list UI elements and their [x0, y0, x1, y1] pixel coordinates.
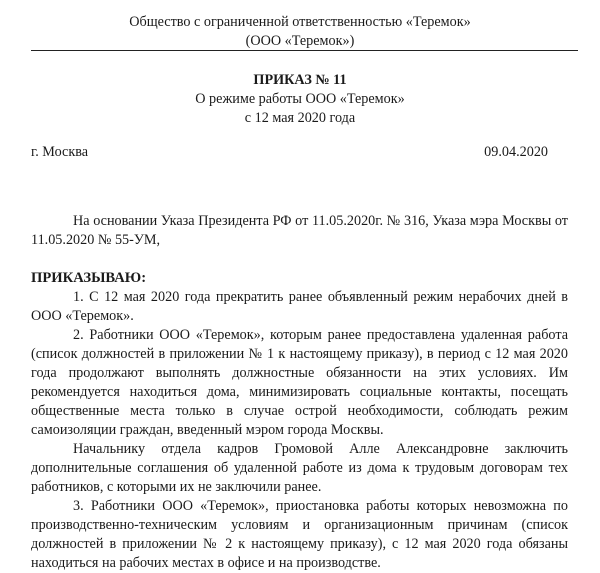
document-date: 09.04.2020	[484, 144, 548, 160]
document-place: г. Москва	[31, 144, 89, 160]
order-item-1: 1. С 12 мая 2020 года прекратить ранее объявленный режим нерабочих дней в ООО «Теремок».	[31, 289, 568, 324]
order-item-3: 3. Работники ООО «Теремок», приостановка работы которых невозможна по производственно-техническим условиям и организационным причинам (список должностей в приложении № 2 к настоящему приказу), с 12 мая 2020 года обязаны находиться на рабочих местах в офисе и на производстве.	[31, 498, 568, 571]
header-divider	[31, 50, 578, 51]
command-label: ПРИКАЗЫВАЮ:	[31, 270, 147, 286]
order-heading	[0, 71, 600, 128]
order-item-2-hr-instruction: Начальнику отдела кадров Громовой Алле Александровне заключить дополнительные соглашения об удаленной работе из дома к трудовым договорам тех работников, с которыми их не заключили ранее.	[31, 441, 568, 495]
order-body	[31, 212, 568, 573]
order-effective-date: с 12 мая 2020 года	[244, 110, 356, 126]
order-subject: О режиме работы ООО «Теремок»	[195, 91, 405, 107]
organization-header	[0, 13, 600, 51]
organization-full-name: Общество с ограниченной ответственностью «Теремок»	[129, 14, 471, 30]
order-item-2: 2. Работники ООО «Теремок», которым ранее предоставлена удаленная работа (список должностей в приложении № 1 к настоящему приказу), в период с 12 мая 2020 года продолжают выполнять должностные обязанности на этих условиях. Им рекомендуется находиться дома, минимизировать социальные контакты, посещать общественные места только в случае острой необходимости, соблюдать режим самоизоляции граждан, введенный мэром города Москвы.	[31, 327, 568, 438]
organization-short-name: (ООО «Теремок»)	[245, 33, 355, 49]
preamble-paragraph: На основании Указа Президента РФ от 11.05.2020г. № 316, Указа мэра Москвы от 11.05.2020 № 55-УМ,	[31, 213, 568, 248]
order-title: ПРИКАЗ № 11	[253, 72, 347, 88]
